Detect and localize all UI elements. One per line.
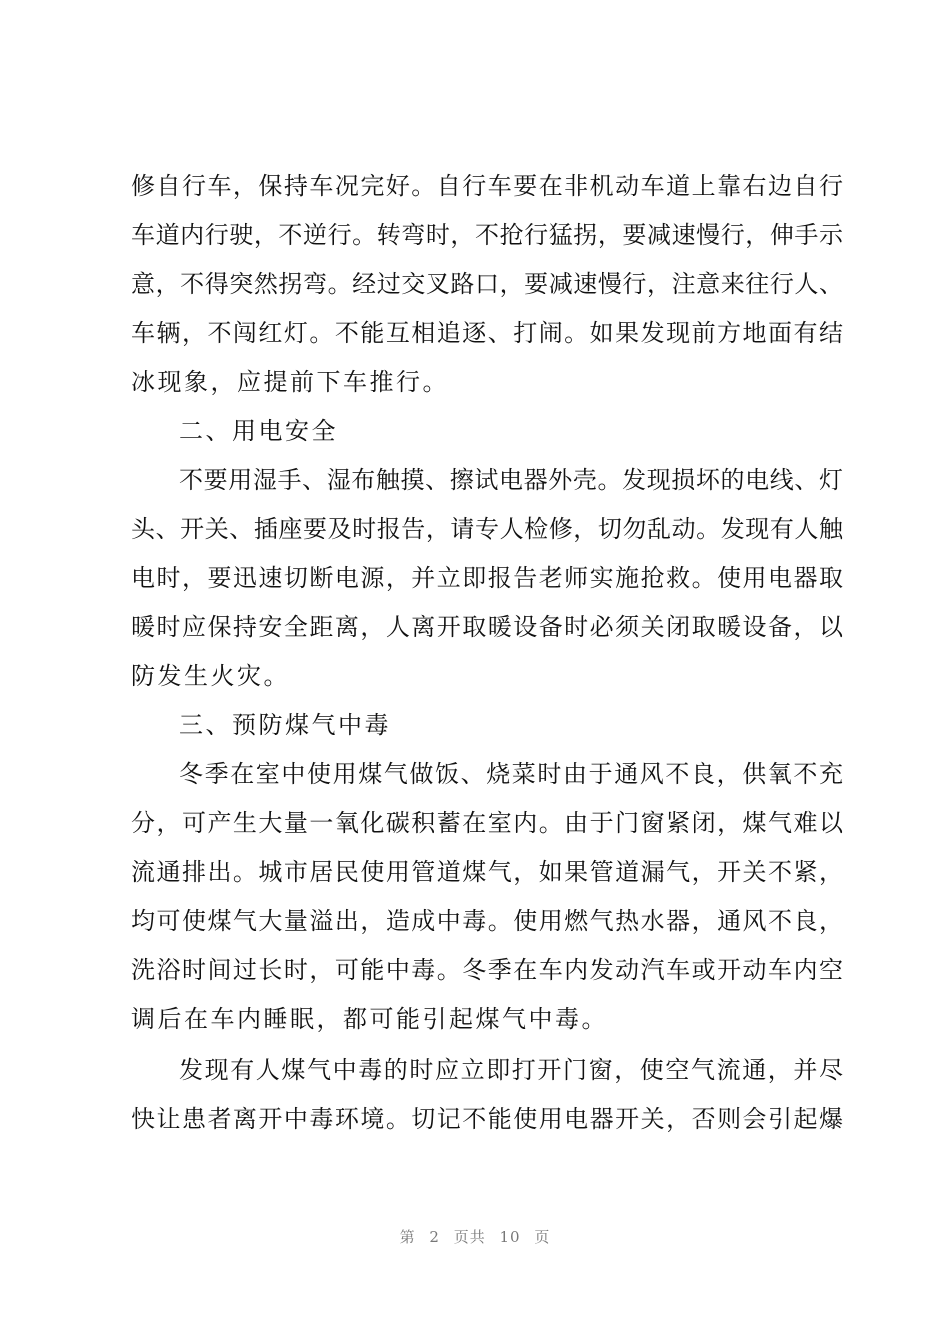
section-heading: 二、用电安全 (179, 417, 338, 445)
paragraph-gas-poisoning-causes (131, 750, 843, 1044)
text-line: 防发生火灾。 (131, 662, 290, 690)
text-line: 不要用湿手、湿布触摸、擦试电器外壳。发现损坏的电线、灯 (179, 466, 843, 494)
text-line: 冬季在室中使用煤气做饭、烧菜时由于通风不良，供氧不充 (179, 760, 843, 788)
section-heading-electric (131, 407, 843, 456)
text-line: 冰现象，应提前下车推行。 (131, 368, 449, 396)
text-line: 车辆，不闯红灯。不能互相追逐、打闹。如果发现前方地面有结 (131, 319, 843, 347)
text-line: 均可使煤气大量溢出，造成中毒。使用燃气热水器，通风不良， (131, 907, 843, 935)
paragraph-electric-safety (131, 456, 843, 701)
text-line: 洗浴时间过长时，可能中毒。冬季在车内发动汽车或开动车内空 (131, 956, 843, 984)
text-line: 电时，要迅速切断电源，并立即报告老师实施抢救。使用电器取 (131, 564, 843, 592)
paragraph-traffic-safety (131, 162, 843, 407)
section-heading: 三、预防煤气中毒 (179, 711, 391, 739)
document-body (131, 162, 843, 1144)
text-line: 意，不得突然拐弯。经过交叉路口，要减速慢行，注意来往行人、 (131, 270, 843, 298)
text-line: 发现有人煤气中毒的时应立即打开门窗，使空气流通，并尽 (179, 1056, 843, 1084)
section-heading-gas (131, 701, 843, 750)
text-line: 分，可产生大量一氧化碳积蓄在室内。由于门窗紧闭，煤气难以 (131, 809, 843, 837)
text-line: 快让患者离开中毒环境。切记不能使用电器开关，否则会引起爆 (131, 1105, 843, 1133)
page-footer: 第 2 页共 10 页 (399, 1228, 551, 1246)
text-line: 调后在车内睡眠，都可能引起煤气中毒。 (131, 1005, 608, 1033)
paragraph-gas-poisoning-response (131, 1046, 843, 1144)
text-line: 车道内行驶，不逆行。转弯时，不抢行猛拐，要减速慢行，伸手示 (131, 221, 843, 249)
text-line: 修自行车，保持车况完好。自行车要在非机动车道上靠右边自行 (131, 172, 843, 200)
text-line: 流通排出。城市居民使用管道煤气，如果管道漏气，开关不紧， (131, 858, 843, 886)
text-line: 头、开关、插座要及时报告，请专人检修，切勿乱动。发现有人触 (131, 515, 843, 543)
text-line: 暖时应保持安全距离，人离开取暖设备时必须关闭取暖设备，以 (131, 613, 843, 641)
